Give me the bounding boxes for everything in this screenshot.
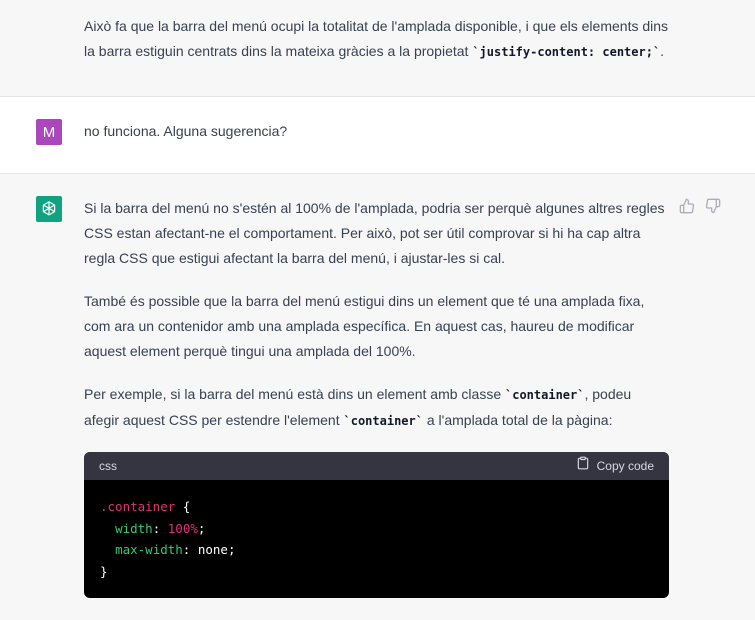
paragraph: També és possible que la barra del menú estigui dins un element que té una amplada fixa, com ara un contenidor amb una amplada específica. En aquest cas, haureu de modificar aquest element perquè tingui una amplada del 100%. <box>84 293 645 359</box>
inline-code: `container` <box>505 388 585 402</box>
code-punct: } <box>100 563 108 579</box>
paragraph: Si la barra del menú no s'estén al 100% de l'amplada, podria ser perquè algunes altres regles CSS estan afectant-ne el comportament. Per això, pot ser útil comprovar si hi ha cap altra regla CSS que estigui afectant la barra del menú, i ajustar-les si cal. <box>84 200 665 266</box>
text-span: Per exemple, si la barra del menú està dins un element amb classe <box>84 386 505 402</box>
code-header <box>84 452 669 480</box>
clipboard-icon <box>576 454 590 479</box>
code-property: max-width <box>115 542 183 557</box>
copy-code-button[interactable] <box>576 454 654 479</box>
code-body: .container { width: 100%; max-width: none; } <box>100 499 236 579</box>
code-language: css <box>99 458 117 473</box>
user-message <box>0 97 755 174</box>
inline-code: `justify-content: center;` <box>472 45 661 59</box>
code-punct: { <box>175 499 191 514</box>
code-selector: .container <box>100 499 176 514</box>
text-span: , podeu afegir aquest CSS per estendre l'element <box>84 386 632 428</box>
feedback-buttons <box>679 198 721 214</box>
thumbs-up-icon[interactable] <box>679 198 695 214</box>
text-span: la barra estiguin centrats dins la mateixa gràcies a la propietat <box>84 43 473 59</box>
message-content <box>84 196 669 598</box>
copy-code-label: Copy code <box>596 458 654 473</box>
inline-code: `container` <box>343 414 423 428</box>
code-property: width <box>115 520 153 536</box>
code-block <box>84 452 669 598</box>
thumbs-down-icon[interactable] <box>705 198 721 214</box>
code-value: none <box>197 542 228 557</box>
text-span: a l'amplada total de la pàgina: <box>422 412 613 428</box>
openai-logo-icon <box>36 196 62 222</box>
paragraph <box>84 382 669 434</box>
message-content <box>84 119 669 144</box>
assistant-message-previous <box>0 0 755 97</box>
message-line <box>84 39 669 65</box>
text-span: . <box>660 43 665 59</box>
message-line: Això fa que la barra del menú ocupi la totalitat de l'amplada disponible, i que els elements dins <box>84 18 669 34</box>
user-text: no funciona. Alguna sugerencia? <box>84 123 288 139</box>
assistant-message <box>0 174 755 620</box>
code-value: 100% <box>167 520 198 536</box>
message-content <box>84 14 669 65</box>
user-avatar: M <box>36 119 62 145</box>
